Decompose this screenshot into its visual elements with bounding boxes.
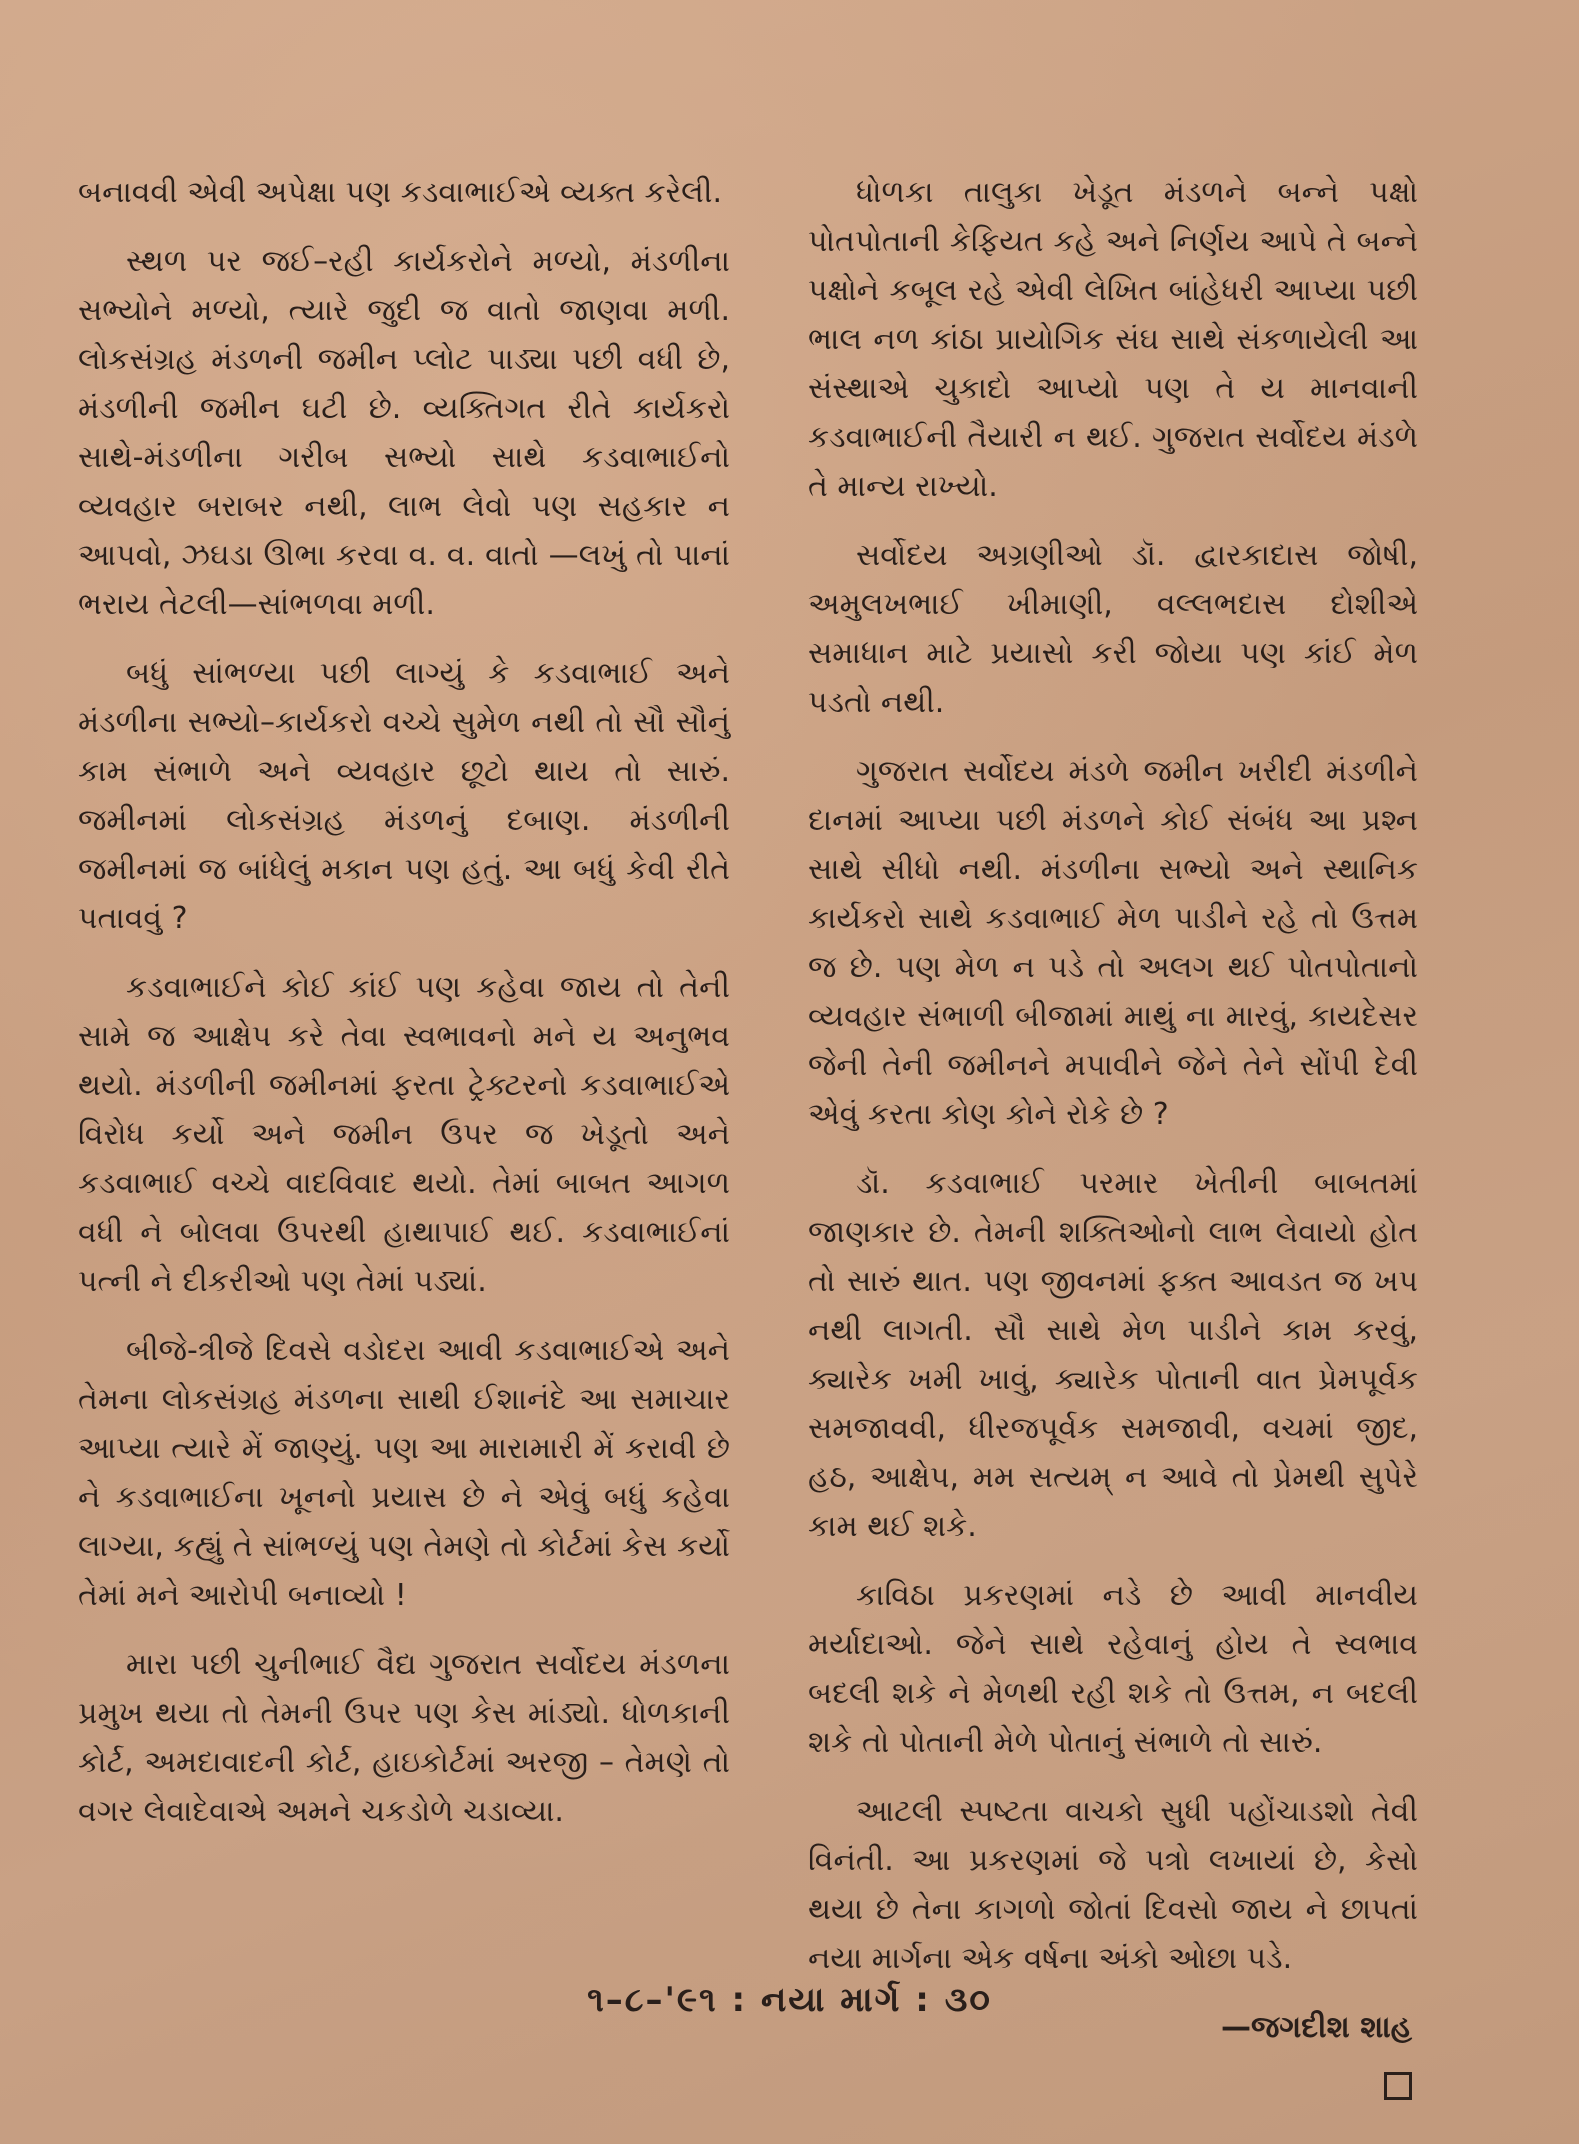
paragraph: સર્વોદય અગ્રણીઓ ડૉ. દ્વારકાદાસ જોષી, અમુલખભાઈ ખીમાણી, વલ્લભદાસ દોશીએ સમાધાન માટે પ્રયાસો કરી જોયા પણ કાંઈ મેળ પડતો નથી.: [808, 538, 1418, 720]
page-footer: ૧–૮–'૯૧ : નયા માર્ગ : ૩૦: [587, 1980, 992, 2020]
paragraph: મારા પછી ચુનીભાઈ વૈદ્ય ગુજરાત સર્વોદય મંડળના પ્રમુખ થયા તો તેમની ઉપર પણ કેસ માંડ્યો. ધોળકાની કોર્ટ, અમદાવાદની કોર્ટ, હાઇકોર્ટમાં અરજી – તેમણે તો વગર લેવાદેવાએ અમને ચકડોળે ચડાવ્યા.: [78, 1647, 730, 1829]
paragraph: ધોળકા તાલુકા ખેડૂત મંડળને બન્ને પક્ષો પોતપોતાની કેફિયત કહે અને નિર્ણય આપે તે બન્ને પક્ષોને કબૂલ રહે એવી લેખિત બાંહેધરી આપ્યા પછી ભાલ નળ કાંઠા પ્રાયોગિક સંઘ સાથે સંકળાયેલી આ સંસ્થાએ ચુકાદો આપ્યો પણ તે ય માનવાની કડવાભાઈની તૈયારી ન થઈ. ગુજરાત સર્વોદય મંડળે તે માન્ય રાખ્યો.: [808, 175, 1418, 504]
paragraph: બીજે-ત્રીજે દિવસે વડોદરા આવી કડવાભાઈએ અને તેમના લોકસંગ્રહ મંડળના સાથી ઈશાનંદે આ સમાચાર આપ્યા ત્યારે મેં જાણ્યું. પણ આ મારામારી મેં કરાવી છે ને કડવાભાઈના ખૂનનો પ્રયાસ છે ને એવું બધું કહેવા લાગ્યા, કહ્યું તે સાંભળ્યું પણ તેમણે તો કોર્ટમાં કેસ કર્યો તેમાં મને આરોપી બનાવ્યો !: [78, 1333, 730, 1613]
paragraph: આટલી સ્પષ્ટતા વાચકો સુધી પહોંચાડશો તેવી વિનંતી. આ પ્રકરણમાં જે પત્રો લખાયાં છે, કેસો થયા છે તેના કાગળો જોતાં દિવસો જાય ને છાપતાં નયા માર્ગના એક વર્ષના અંકો ઓછા પડે.: [808, 1794, 1418, 1976]
author-signature: —જગદીશ શાહ: [1220, 2010, 1412, 2045]
end-of-article-mark-icon: [1384, 2072, 1412, 2100]
paragraph: બધું સાંભળ્યા પછી લાગ્યું કે કડવાભાઈ અને મંડળીના સભ્યો–કાર્યકરો વચ્ચે સુમેળ નથી તો સૌ સૌનું કામ સંભાળે અને વ્યવહાર છૂટો થાય તો સારું. જમીનમાં લોકસંગ્રહ મંડળનું દબાણ. મંડળીની જમીનમાં જ બાંધેલું મકાન પણ હતું. આ બધું કેવી રીતે પતાવવું ?: [78, 656, 730, 936]
paragraph: સ્થળ પર જઈ–રહી કાર્યકરોને મળ્યો, મંડળીના સભ્યોને મળ્યો, ત્યારે જુદી જ વાતો જાણવા મળી. લોકસંગ્રહ મંડળની જમીન પ્લોટ પાડ્યા પછી વધી છે, મંડળીની જમીન ઘટી છે. વ્યક્તિગત રીતે કાર્યકરો સાથે-મંડળીના ગરીબ સભ્યો સાથે કડવાભાઈનો વ્યવહાર બરાબર નથી, લાભ લેવો પણ સહકાર ન આપવો, ઝઘડા ઊભા કરવા વ. વ. વાતો —લખું તો પાનાં ભરાય તેટલી—સાંભળવા મળી.: [78, 244, 730, 622]
right-column: [808, 168, 1418, 2100]
paragraph: ગુજરાત સર્વોદય મંડળે જમીન ખરીદી મંડળીને દાનમાં આપ્યા પછી મંડળને કોઈ સંબંધ આ પ્રશ્ન સાથે સીધો નથી. મંડળીના સભ્યો અને સ્થાનિક કાર્યકરો સાથે કડવાભાઈ મેળ પાડીને રહે તો ઉત્તમ જ છે. પણ મેળ ન પડે તો અલગ થઈ પોતપોતાનો વ્યવહાર સંભાળી બીજામાં માથું ના મારવું, કાયદેસર જેની તેની જમીનને મપાવીને જેને તેને સોંપી દેવી એવું કરતા કોણ કોને રોકે છે ?: [808, 754, 1418, 1132]
paragraph: ડૉ. કડવાભાઈ પરમાર ખેતીની બાબતમાં જાણકાર છે. તેમની શક્તિઓનો લાભ લેવાયો હોત તો સારું થાત. પણ જીવનમાં ફક્ત આવડત જ ખપ નથી લાગતી. સૌ સાથે મેળ પાડીને કામ કરવું, ક્યારેક ખમી ખાવું, ક્યારેક પોતાની વાત પ્રેમપૂર્વક સમજાવવી, ધીરજપૂર્વક સમજાવી, વચમાં જીદ, હઠ, આક્ષેપ, મમ સત્યમ્ ન આવે તો પ્રેમથી સુપેરે કામ થઈ શકે.: [808, 1166, 1418, 1544]
paragraph: કાવિઠા પ્રકરણમાં નડે છે આવી માનવીય મર્યાદાઓ. જેને સાથે રહેવાનું હોય તે સ્વભાવ બદલી શકે ને મેળથી રહી શકે તો ઉત્તમ, ન બદલી શકે તો પોતાની મેળે પોતાનું સંભાળે તો સારું.: [808, 1578, 1418, 1760]
paragraph: કડવાભાઈને કોઈ કાંઈ પણ કહેવા જાય તો તેની સામે જ આક્ષેપ કરે તેવા સ્વભાવનો મને ય અનુભવ થયો. મંડળીની જમીનમાં ફરતા ટ્રેક્ટરનો કડવાભાઈએ વિરોધ કર્યો અને જમીન ઉપર જ ખેડૂતો અને કડવાભાઈ વચ્ચે વાદવિવાદ થયો. તેમાં બાબત આગળ વધી ને બોલવા ઉપરથી હાથાપાઈ થઈ. કડવાભાઈનાં પત્ની ને દીકરીઓ પણ તેમાં પડ્યાં.: [78, 970, 730, 1299]
left-column: [78, 168, 730, 1856]
paragraph: બનાવવી એવી અપેક્ષા પણ કડવાભાઈએ વ્યક્ત કરેલી.: [78, 175, 722, 210]
